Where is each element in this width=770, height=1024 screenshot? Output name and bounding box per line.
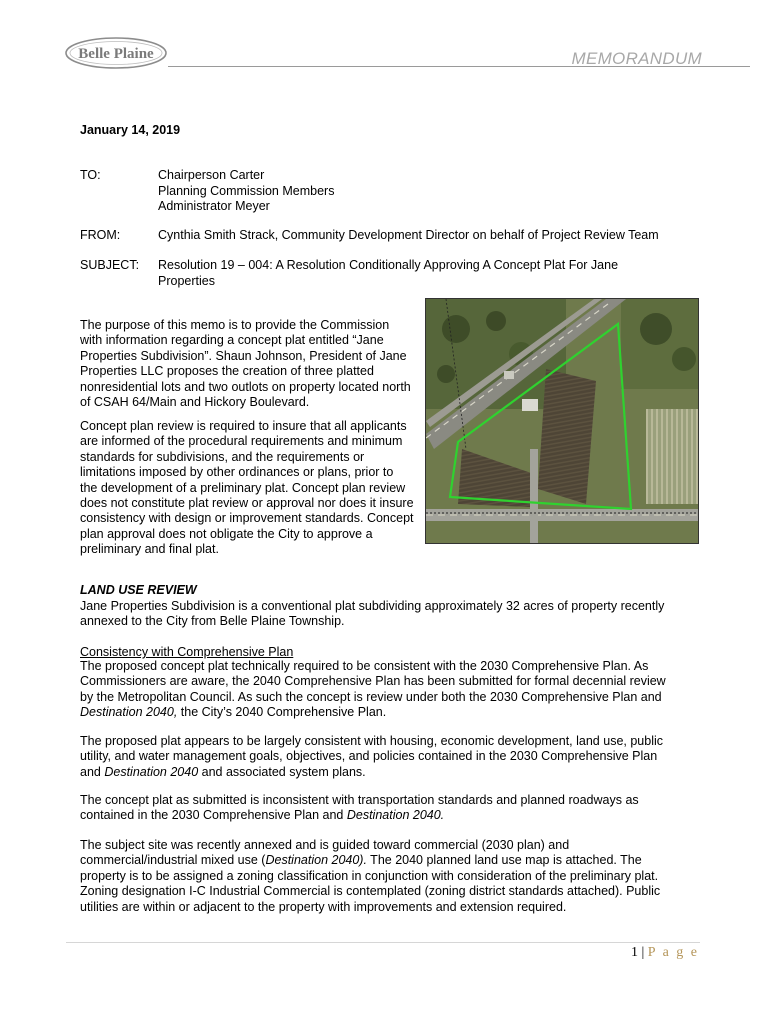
aerial-site-map bbox=[425, 298, 699, 544]
text-line: does not constitute plat review or approval nor does it insure bbox=[80, 496, 414, 511]
text-line: utilities are within or adjacent to the property with improvements and extension required. bbox=[80, 899, 567, 914]
memo-date: January 14, 2019 bbox=[80, 123, 181, 137]
text-line: standards for subdivisions, and the requirements or bbox=[80, 449, 365, 464]
from-value: Cynthia Smith Strack, Community Development Director on behalf of Project Review Team bbox=[158, 228, 659, 242]
text-line: The proposed concept plat technically required to be consistent with the 2030 Comprehensive Plan. As bbox=[80, 659, 649, 673]
text-line bbox=[80, 705, 680, 720]
text-line: utility, and water management goals, objectives, and policies contained in the 2030 Comprehensive Plan bbox=[80, 749, 658, 764]
to-recipients bbox=[158, 168, 334, 215]
text-span: commercial/industrial mixed use ( bbox=[80, 853, 266, 868]
text-line: Jane Properties Subdivision is a conventional plat subdividing approximately 32 acres of property recently bbox=[80, 599, 665, 613]
svg-text:Belle Plaine: Belle Plaine bbox=[78, 46, 154, 62]
section-heading-land-use: LAND USE REVIEW bbox=[80, 583, 197, 597]
italic-text: Destination 2040. bbox=[346, 808, 445, 823]
page-number-value: 1 bbox=[630, 945, 638, 960]
text-line: Commissioners are aware, the 2040 Comprehensive Plan has been submitted for formal decennial review bbox=[80, 674, 666, 689]
text-span: and associated system plans. bbox=[198, 764, 366, 779]
recipient: Chairperson Carter bbox=[158, 168, 265, 182]
subheading-consistency: Consistency with Comprehensive Plan bbox=[80, 645, 294, 659]
text-line: Zoning designation I-C Industrial Commercial is contemplated (zoning district standards attached). Public bbox=[80, 884, 661, 899]
intro-paragraph-1 bbox=[80, 318, 425, 410]
intro-paragraph-2 bbox=[80, 419, 425, 558]
text-line: nonresidential lots and two outlots on property located north bbox=[80, 379, 411, 394]
text-line: plan approval does not obligate the City to approve a bbox=[80, 526, 373, 541]
subject-label: SUBJECT: bbox=[80, 258, 140, 272]
text-span: The 2040 planned land use map is attached. The bbox=[366, 853, 642, 868]
memo-title: MEMORANDUM bbox=[571, 49, 702, 68]
text-line bbox=[80, 853, 680, 868]
text-line: The proposed plat appears to be largely consistent with housing, economic development, land use, public bbox=[80, 734, 663, 748]
land-use-paragraph-4 bbox=[80, 793, 680, 824]
subject-value bbox=[158, 258, 618, 289]
to-label: TO: bbox=[80, 168, 101, 182]
text-line bbox=[80, 765, 680, 780]
italic-text: Destination 2040). bbox=[265, 853, 367, 868]
page-separator: | bbox=[637, 945, 648, 960]
text-line: Properties LLC proposes the creation of three platted bbox=[80, 364, 374, 379]
subject-line: Properties bbox=[158, 273, 215, 288]
text-line: by the Metropolitan Council. As such the concept is review under both the 2030 Comprehensive Plan and bbox=[80, 689, 662, 704]
land-use-paragraph-2 bbox=[80, 659, 680, 721]
subject-line: Resolution 19 – 004: A Resolution Conditionally Approving A Concept Plat For Jane bbox=[158, 258, 619, 272]
text-line: annexed to the City from Belle Plaine Township. bbox=[80, 614, 345, 629]
recipient: Planning Commission Members bbox=[158, 183, 335, 198]
italic-text: Destination 2040 bbox=[104, 764, 199, 779]
text-line: the development of a preliminary plat. Concept plan review bbox=[80, 480, 406, 495]
text-span: the City’s 2040 Comprehensive Plan. bbox=[177, 705, 387, 720]
text-line: The subject site was recently annexed and is guided toward commercial (2030 plan) and bbox=[80, 838, 570, 852]
text-line: Properties Subdivision”. Shaun Johnson, President of Jane bbox=[80, 348, 407, 363]
belle-plaine-logo bbox=[64, 36, 168, 70]
land-use-paragraph-5 bbox=[80, 838, 680, 915]
footer-rule bbox=[66, 942, 700, 943]
land-use-paragraph-1 bbox=[80, 599, 680, 630]
text-line: consistency with design or improvement standards. Concept bbox=[80, 511, 414, 526]
text-line: The purpose of this memo is to provide the Commission bbox=[80, 318, 390, 332]
text-line: The concept plat as submitted is inconsistent with transportation standards and planned roadways as bbox=[80, 793, 639, 807]
page-word: P a g e bbox=[647, 945, 699, 960]
text-line: with information regarding a concept plat entitled “Jane bbox=[80, 333, 384, 348]
text-span: contained in the 2030 Comprehensive Plan and bbox=[80, 808, 347, 823]
land-use-paragraph-3 bbox=[80, 734, 680, 780]
text-line: are informed of the procedural requirements and minimum bbox=[80, 434, 403, 449]
text-line bbox=[80, 808, 680, 823]
from-label: FROM: bbox=[80, 228, 121, 242]
text-line: property is to be assigned a zoning classification in conjunction with consideration of the preliminary plat. bbox=[80, 868, 659, 883]
text-line: limitations imposed by other ordinances or plans, prior to bbox=[80, 465, 394, 480]
page-number bbox=[631, 945, 699, 961]
italic-text: Destination 2040, bbox=[80, 705, 178, 720]
text-line: of CSAH 64/Main and Hickory Boulevard. bbox=[80, 395, 310, 410]
text-span: and bbox=[80, 764, 105, 779]
text-line: preliminary and final plat. bbox=[80, 542, 219, 557]
recipient: Administrator Meyer bbox=[158, 199, 270, 213]
text-line: Concept plan review is required to insure that all applicants bbox=[80, 419, 407, 433]
